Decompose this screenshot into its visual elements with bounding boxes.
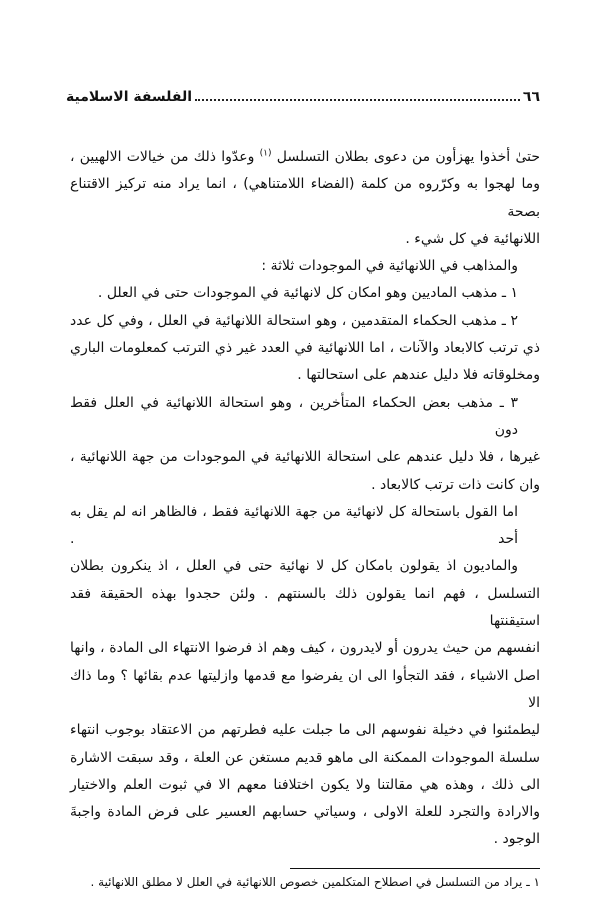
body-line: ٣ ـ مذهب بعض الحكماء المتأخرين ، وهو استحالة اللانهائية في العلل فقط دون (70, 394, 518, 438)
body-line: والارادة والتجرد للعلة الاولى ، وسياتي حسابهم العسير على فرض المادة واجبةَ (70, 804, 540, 821)
body-line: سلسلة الموجودات الممكنة الى ماهو قديم مستغن عن العلة ، وقد سبقت الاشارة (70, 749, 540, 766)
body-line: غيرها ، فلا دليل عندهم على استحالة اللانهائية في الموجودات من جهة اللانهائية ، (70, 449, 540, 466)
body-line: ٢ ـ مذهب الحكماء المتقدمين ، وهو استحالة اللانهائية في العلل ، وفي كل عدد (70, 312, 518, 329)
line-text: حتىٰ أخذوا يهزأون من دعوى بطلان التسلسل (276, 149, 540, 165)
body-line: وان كانت ذات ترتب كالابعاد . (371, 476, 540, 493)
body-line: التسلسل ، فهم انما يقولون ذلك بالسنتهم . ولئن حجدوا بهذه الحقيقة فقد استيقنتها (70, 585, 540, 630)
footnote: ١ ـ يراد من التسلسل في اصطلاح المتكلمين خصوص اللانهائية في العلل لا مطلق اللانهائية . (90, 874, 540, 889)
body-line: انفسهم من حيث يدرون أو لايدرون ، كيف وهم اذ فرضوا الانتهاء الى المادة ، وانها (70, 640, 540, 657)
page-body (70, 144, 540, 911)
body-line: ليطمئنوا في دخيلة نفوسهم الى ما جبلت عليه فطرتهم من الاعتقاد بوجوب انتهاء (70, 722, 540, 739)
body-line: ذي ترتب كالابعاد والآنات ، اما اللانهائية في العدد غير ذي الترتب كمعلومات الباري (70, 340, 540, 357)
body-line: ومخلوقاته فلا دليل عندهم على استحالتها . (297, 367, 540, 384)
body-line: اصل الاشياء ، فقد التجأوا الى ان يفرضوا مع قدمها وازليتها عدم بقائها ؟ وما ذاك الا (70, 667, 540, 711)
book-title: الفلسفة الاسلامية (66, 89, 193, 105)
leader-dots (195, 99, 520, 101)
line-text: وعدّوا ذلك من خيالات الالهيين ، (70, 149, 255, 165)
running-header (66, 89, 540, 111)
body-line: والمذاهب في اللانهائية في الموجودات ثلاثة : (261, 258, 518, 275)
body-line: الوجود . (493, 831, 540, 848)
body-line: ١ ـ مذهب الماديين وهو امكان كل لانهائية في الموجودات حتى في العلل . (97, 285, 518, 302)
body-line: والماديون اذ يقولون بامكان كل لا نهائية حتى في العلل ، اذ ينكرون بطلان (70, 558, 518, 575)
body-line: وما لهجوا به وكرّروه من كلمة (الفضاء اللامتناهي) ، انما يراد منه تركيز الاقتناع بصحة (70, 176, 540, 220)
body-line (70, 144, 540, 171)
footnote-ref[interactable]: (١) (259, 148, 272, 159)
body-line: الى ذلك ، وهذه هي مقالتنا ولا يكون اختلافنا معهم الا في ثبوت العلم والاختيار (70, 776, 540, 793)
body-line: اللانهائية في كل شيء . (405, 230, 540, 247)
page-number: ٦٦ (522, 89, 540, 105)
body-line: اما القول باستحالة كل لانهائية من جهة اللانهائية فقط ، فالظاهر انه لم يقل به أحد . (70, 503, 518, 548)
footnote-divider (290, 868, 540, 869)
